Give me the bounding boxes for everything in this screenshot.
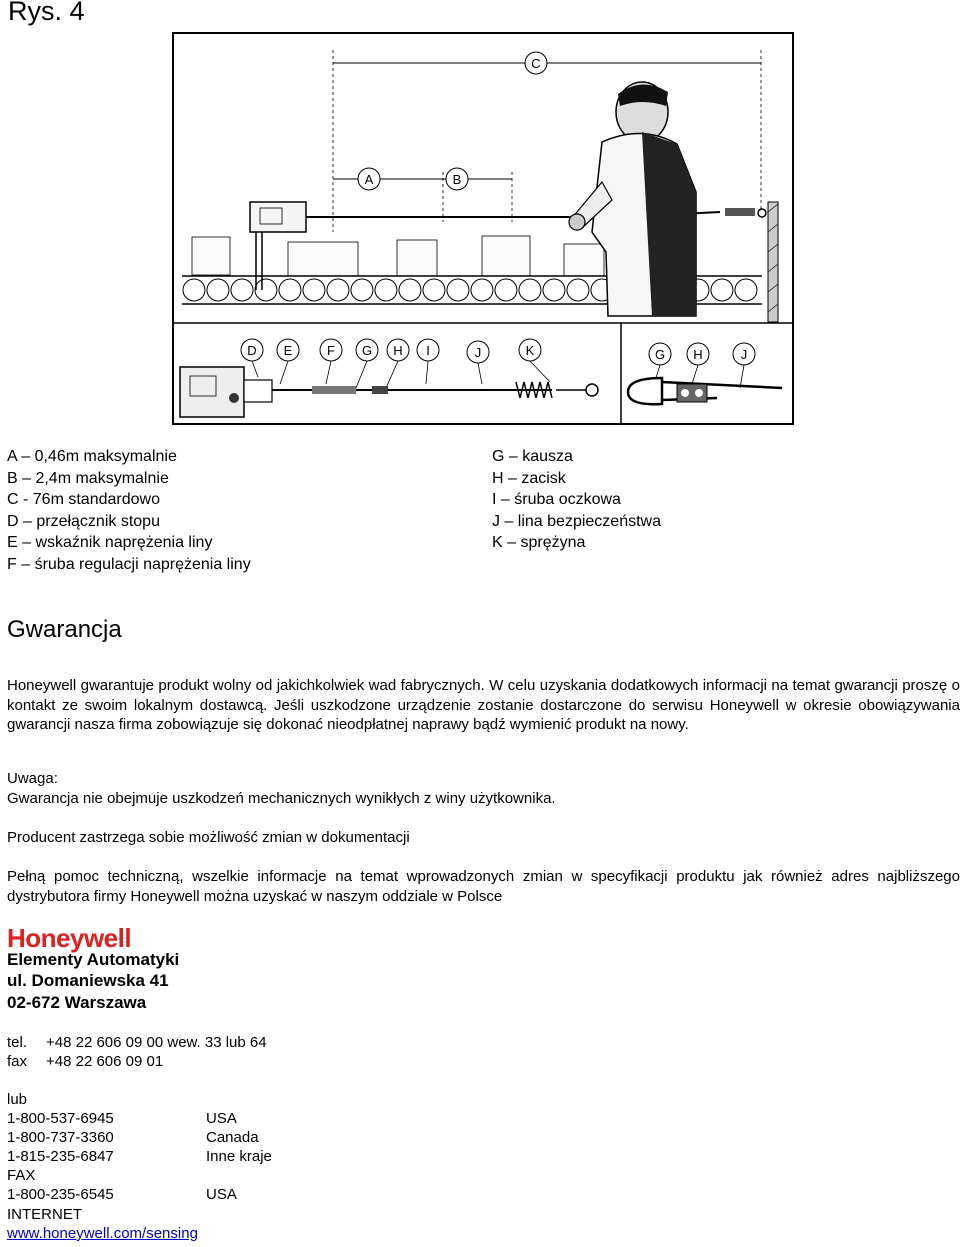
legend-right	[492, 446, 661, 554]
callout-a: A	[364, 172, 374, 187]
callout-j-detail: J	[740, 347, 748, 362]
warranty-paragraph: Honeywell gwarantuje produkt wolny od jakichkolwiek wad fabrycznych. W celu uzyskania dodatkowych informacji na temat gwarancji proszę o kontakt ze swoim lokalnym dostawcą. Jeśli uszkodzone urządzenie zostanie dostarczone do serwisu Honeywell w okresie obowiązywania gwarancji nasza firma zobowiązuje się dokonać nieodpłatnej naprawy bądź wymienić produkt na nowy.	[7, 677, 960, 733]
tel-row	[7, 1034, 267, 1051]
internet-label: INTERNET	[7, 1206, 82, 1223]
callout-f: F	[327, 343, 335, 358]
callout-e: E	[283, 343, 293, 358]
company-name: Elementy Automatyki	[7, 950, 180, 969]
legend-item: E – wskaźnik naprężenia liny	[7, 534, 213, 551]
legend-item: I – śruba oczkowa	[492, 491, 621, 508]
phone-number: 1-815-235-6847	[7, 1148, 114, 1165]
fax-row	[7, 1053, 163, 1070]
legend-item: B – 2,4m maksymalnie	[7, 469, 169, 487]
fax-number: 1-800-235-6545	[7, 1186, 114, 1203]
callout-h: H	[393, 343, 403, 358]
legend-item: F – śruba regulacji naprężenia liny	[7, 555, 251, 573]
fax-label: fax	[7, 1053, 28, 1070]
phone-number: 1-800-737-3360	[7, 1129, 114, 1146]
callout-j: J	[474, 345, 482, 360]
phone-region: USA	[206, 1110, 237, 1127]
legend-item: D – przełącznik stopu	[7, 512, 160, 530]
tel-value: +48 22 606 09 00 wew. 33 lub 64	[46, 1034, 267, 1051]
phone-row	[7, 1110, 237, 1127]
callout-h-detail: H	[693, 347, 703, 362]
legend-item: A – 0,46m maksymalnie	[7, 448, 177, 465]
figure-title: Rys. 4	[8, 0, 85, 26]
phone-row	[7, 1148, 272, 1165]
documentation-note: Producent zastrzega sobie możliwość zmian w dokumentacji	[7, 829, 410, 846]
website-link[interactable]: www.honeywell.com/sensing	[7, 1225, 198, 1242]
company-city: 02-672 Warszawa	[7, 993, 147, 1012]
callout-d: D	[247, 343, 257, 358]
callout-c: C	[531, 56, 541, 71]
tel-label: tel.	[7, 1034, 28, 1051]
legend-item: H – zacisk	[492, 469, 566, 487]
note-label: Uwaga:	[7, 770, 58, 787]
legend-item: C - 76m standardowo	[7, 491, 160, 508]
company-street: ul. Domaniewska 41	[7, 971, 169, 990]
callout-g-detail: G	[654, 347, 666, 362]
note-text: Gwarancja nie obejmuje uszkodzeń mechanicznych wynikłych z winy użytkownika.	[7, 790, 556, 807]
legend-item: G – kausza	[492, 448, 573, 465]
callout-i: I	[426, 343, 430, 358]
installation-diagram	[172, 32, 796, 426]
phone-region: Inne kraje	[206, 1148, 272, 1165]
support-paragraph: Pełną pomoc techniczną, wszelkie informacje na temat wprowadzonych zmian w specyfikacji produktu jak również adres najbliższego dystrybutora firmy Honeywell można uzyskać w naszym oddziale w Polsce	[7, 868, 960, 905]
honeywell-logo: Honeywell	[7, 923, 132, 953]
fax-value: +48 22 606 09 01	[46, 1053, 164, 1070]
warranty-heading: Gwarancja	[7, 616, 122, 643]
fax-number-row	[7, 1186, 237, 1203]
fax-region: USA	[206, 1186, 237, 1203]
callout-k: K	[525, 343, 535, 358]
callout-g: G	[361, 343, 373, 358]
callout-b: B	[452, 172, 462, 187]
fax-heading: FAX	[7, 1167, 36, 1184]
phone-row	[7, 1129, 259, 1146]
phone-region: Canada	[206, 1129, 259, 1146]
legend-item: J – lina bezpieczeństwa	[492, 512, 661, 530]
phone-number: 1-800-537-6945	[7, 1110, 114, 1127]
legend-item: K – sprężyna	[492, 534, 586, 551]
legend-left	[7, 446, 251, 575]
or-label: lub	[7, 1091, 28, 1108]
